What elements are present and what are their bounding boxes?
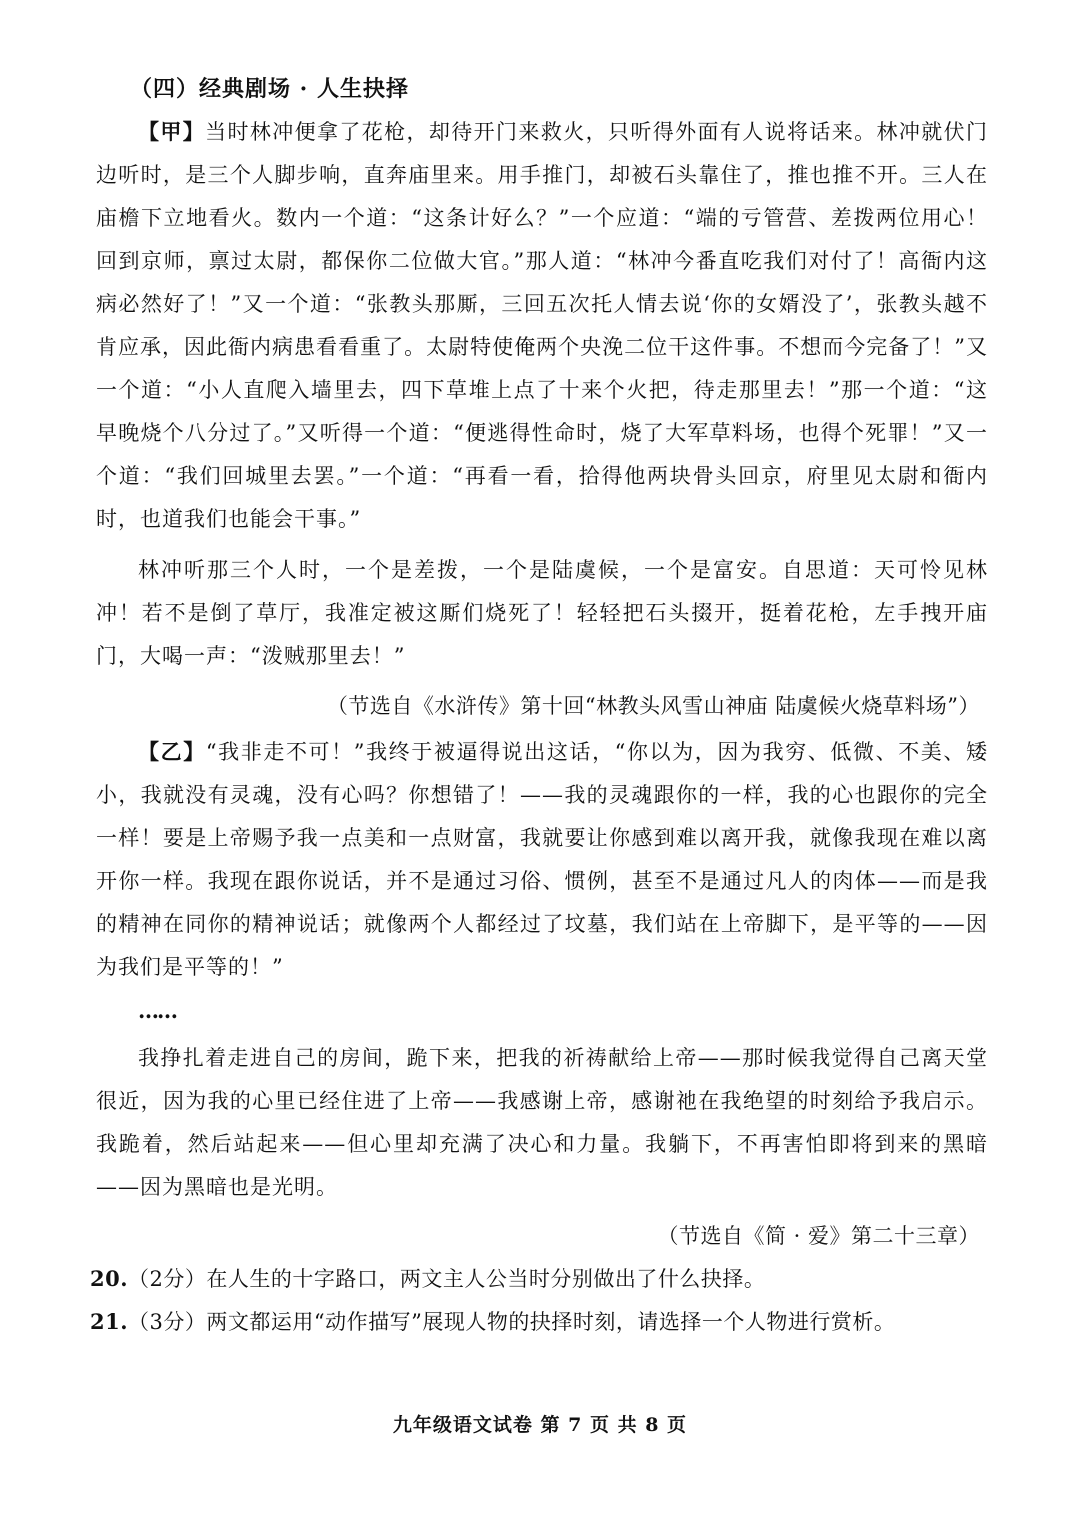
- passage-a-text-2: 林冲听那三个人时，一个是差拨，一个是陆虞候，一个是富安。自思道：天可怜见林冲！若不是倒了草厅，我准定被这厮们烧死了！轻轻把石头掇开，挺着花枪，左手拽开庙门，大喝一声：“泼贼那里去！”: [96, 558, 988, 668]
- question-20-text: 在人生的十字路口，两文主人公当时分别做出了什么抉择。: [206, 1267, 766, 1291]
- question-21: [90, 1306, 895, 1336]
- section-title: （四）经典剧场 · 人生抉择: [130, 76, 409, 102]
- passage-b-ellipsis: ……: [138, 998, 176, 1023]
- passage-a-tag: 【甲】: [138, 119, 206, 144]
- question-21-number: 21.: [90, 1309, 129, 1334]
- passage-a-paragraph-1: [96, 110, 988, 541]
- passage-b-paragraph-2: [96, 1037, 988, 1209]
- page-footer: 九年级语文试卷 第 7 页 共 8 页: [392, 1414, 688, 1436]
- passage-a-text-1: 当时林冲便拿了花枪，却待开门来救火，只听得外面有人说将话来。林冲就伏门边听时，是三个人脚步响，直奔庙里来。用手推门，却被石头靠住了，推也推不开。三人在庙檐下立地看火。数内一个道：“这条计好么？”一个应道：“端的亏管营、差拨两位用心！回到京师，禀过太尉，都保你二位做大官。”那人道：“林冲今番直吃我们对付了！高衙内这病必然好了！”又一个道：“张教头那厮，三回五次托人情去说‘你的女婿没了’，张教头越不肯应承，因此衙内病患看看重了。太尉特使俺两个央浼二位干这件事。不想而今完备了！”又一个道：“小人直爬入墙里去，四下草堆上点了十来个火把，待走那里去！”那一个道：“这早晚烧个八分过了。”又听得一个道：“便逃得性命时，烧了大军草料场，也得个死罪！”又一个道：“我们回城里去罢。”一个道：“再看一看，拾得他两块骨头回京，府里见太尉和衙内时，也道我们也能会干事。”: [96, 120, 989, 531]
- passage-b-source: （节选自《简 · 爱》第二十三章）: [657, 1224, 980, 1248]
- question-21-score: （3分）: [128, 1310, 207, 1334]
- question-20-score: （2分）: [128, 1267, 207, 1291]
- passage-b-paragraph-1: [96, 730, 988, 989]
- passage-b-text-2: 我挣扎着走进自己的房间，跪下来，把我的祈祷献给上帝——那时候我觉得自己离天堂很近，因为我的心里已经住进了上帝——我感谢上帝，感谢祂在我绝望的时刻给予我启示。我跪着，然后站起来——但心里却充满了决心和力量。我躺下，不再害怕即将到来的黑暗——因为黑暗也是光明。: [96, 1046, 988, 1199]
- passage-a-source: （节选自《水浒传》第十回“林教头风雪山神庙 陆虞候火烧草料场”）: [326, 694, 980, 718]
- question-20-number: 20.: [90, 1266, 129, 1291]
- passage-a-paragraph-2: [96, 549, 988, 678]
- passage-b-text-1: “我非走不可！”我终于被逼得说出这话，“你以为，因为我穷、低微、不美、矮小，我就没有灵魂，没有心吗？你想错了！——我的灵魂跟你的一样，我的心也跟你的完全一样！要是上帝赐予我一点美和一点财富，我就要让你感到难以离开我，就像我现在难以离开你一样。我现在跟你说话，并不是通过习俗、惯例，甚至不是通过凡人的肉体——而是我的精神在同你的精神说话；就像两个人都经过了坟墓，我们站在上帝脚下，是平等的——因为我们是平等的！”: [96, 740, 988, 979]
- passage-b-tag: 【乙】: [138, 739, 206, 764]
- question-20: [90, 1263, 765, 1293]
- question-21-text: 两文都运用“动作描写”展现人物的抉择时刻，请选择一个人物进行赏析。: [206, 1310, 896, 1334]
